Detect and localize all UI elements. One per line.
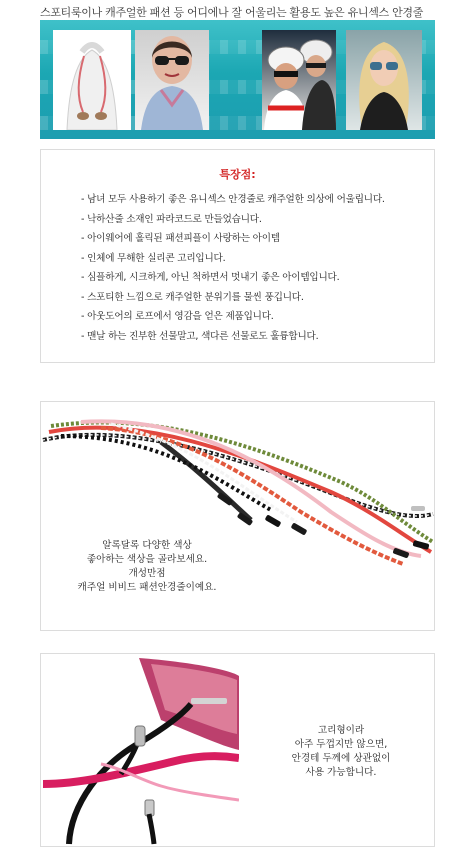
features-title: 특장점: — [219, 168, 256, 181]
caption-line: 아주 두껍지만 않으면, — [294, 739, 388, 750]
cords-panel — [40, 401, 435, 631]
caption-line: 개성만점 — [128, 568, 166, 579]
glasses-caption — [261, 724, 421, 780]
caption-line: 알록달록 다양한 색상 — [102, 540, 192, 551]
list-item: - 아이웨어에 홀릭된 패션피플이 사랑하는 아이템 — [81, 233, 280, 244]
caption-line: 고리형이라 — [317, 725, 365, 736]
features-list — [81, 190, 385, 346]
header-text: 스포티룩이나 캐주얼한 패션 등 어디에나 잘 어울리는 활용도 높은 유니섹스 안경줄 — [40, 6, 424, 19]
photo-cyclists — [262, 30, 336, 130]
cords-caption — [65, 539, 229, 595]
glasses-panel — [40, 653, 435, 847]
banner-image — [40, 20, 435, 139]
photo-neck-strap — [53, 30, 131, 130]
list-item: - 낙하산줄 소재인 파라코드로 만들었습니다. — [81, 213, 262, 225]
photo-woman-sunglasses — [135, 30, 209, 130]
caption-line: 좋아하는 색상을 골라보세요. — [86, 554, 208, 565]
list-item: - 맨날 하는 진부한 선물말고, 색다른 선물로도 훌륭합니다. — [81, 330, 319, 342]
list-item: - 심플하게, 시크하게, 아닌 척하면서 멋내기 좋은 아이템입니다. — [81, 272, 340, 283]
cords-photo — [41, 402, 434, 630]
caption-line: 안경테 두께에 상관없이 — [291, 753, 391, 764]
features-box — [40, 149, 435, 363]
caption-line: 사용 가능합니다. — [305, 767, 377, 778]
photo-blonde-woman — [346, 30, 422, 130]
list-item: - 아웃도어의 로프에서 영감을 얻은 제품입니다. — [81, 311, 274, 322]
glasses-photo — [41, 654, 239, 846]
list-item: - 남녀 모두 사용하기 좋은 유니섹스 안경줄로 캐주얼한 의상에 어울립니다. — [81, 194, 385, 205]
list-item: - 스포티한 느낌으로 캐주얼한 분위기를 물씬 풍깁니다. — [81, 291, 304, 303]
list-item: - 인체에 무해한 실리콘 고리입니다. — [81, 252, 226, 264]
caption-line: 캐주얼 비비드 패션안경줄이예요. — [77, 582, 217, 593]
